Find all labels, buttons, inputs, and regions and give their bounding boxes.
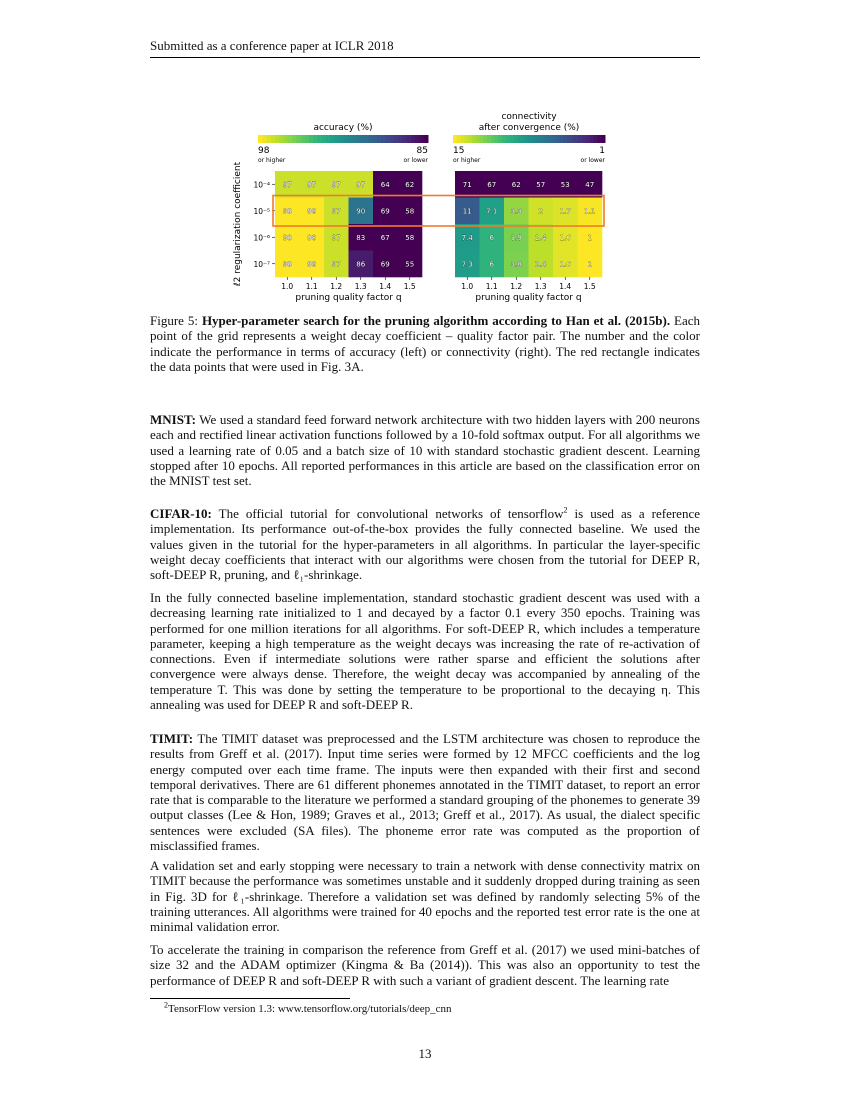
- colorbar-segment: [296, 135, 301, 143]
- cell-value: 97: [282, 180, 292, 189]
- colorbar-segment: [552, 135, 556, 143]
- colorbar-segment: [537, 135, 541, 143]
- colorbar-segment: [369, 135, 374, 143]
- colorbar-segment: [258, 135, 263, 143]
- x-tick-label: 1.0: [461, 282, 474, 291]
- colorbar-min-note: or lower: [403, 157, 428, 164]
- colorbar-segment: [544, 135, 548, 143]
- cell-value: 1: [587, 233, 592, 242]
- cell-value: 6: [489, 233, 494, 242]
- cell-value: 2.4: [535, 260, 547, 269]
- colorbar-segment: [521, 135, 525, 143]
- cell-value: 7.4: [461, 233, 473, 242]
- cell-value: 47: [585, 180, 595, 189]
- paragraph-timit-2: A validation set and early stopping were necessary to train a network with dense connectivity matrix on TIMIT because the performance was sometimes unstable and it suddenly dropped during training as seen in Fig. 3D for ℓ₁-shrinkage. Therefore a validation set was defined by randomly selecting 5% of the training utterances. All algorithms were trained for 40 epochs and the reported test error rate is the one at minimal validation error.: [150, 858, 700, 935]
- colorbar-segment: [377, 135, 382, 143]
- colorbar-segment: [468, 135, 472, 143]
- cell-value: 67: [487, 180, 497, 189]
- colorbar-segment: [514, 135, 518, 143]
- paragraph-timit: [150, 731, 700, 853]
- x-tick-label: 1.4: [559, 282, 572, 291]
- cell-value: 86: [356, 260, 366, 269]
- colorbar-segment: [594, 135, 598, 143]
- colorbar-segment: [491, 135, 495, 143]
- page-number: 13: [418, 1046, 432, 1061]
- colorbar-segment: [559, 135, 563, 143]
- colorbar-max-note: or higher: [258, 157, 286, 164]
- cell-value: 97: [356, 180, 366, 189]
- figure-5: [220, 105, 640, 305]
- colorbar-segment: [330, 135, 335, 143]
- colorbar-segment: [499, 135, 503, 143]
- colorbar-segment: [502, 135, 506, 143]
- colorbar-segment: [292, 135, 297, 143]
- colorbar-segment: [582, 135, 586, 143]
- colorbar-min-label: 1: [599, 146, 605, 156]
- cell-value: 1: [587, 260, 592, 269]
- colorbar-max-label: 98: [258, 146, 270, 156]
- caption-label: Figure 5:: [150, 313, 202, 328]
- colorbar-segment: [271, 135, 276, 143]
- cell-value: 1.6: [559, 233, 571, 242]
- colorbar-segment: [578, 135, 582, 143]
- colorbar-title: accuracy (%): [313, 123, 373, 133]
- colorbar-segment: [556, 135, 560, 143]
- x-axis-label: pruning quality factor q: [475, 293, 582, 303]
- cell-value: 97: [331, 233, 341, 242]
- colorbar-segment: [533, 135, 537, 143]
- colorbar-segment: [487, 135, 491, 143]
- cell-value: 97: [331, 260, 341, 269]
- colorbar-segment: [352, 135, 357, 143]
- colorbar-segment: [476, 135, 480, 143]
- cell-value: 62: [511, 180, 521, 189]
- footnote-divider: [150, 998, 350, 999]
- cell-value: 97: [331, 180, 341, 189]
- cell-value: 62: [405, 180, 415, 189]
- cell-value: 98: [307, 233, 317, 242]
- y-tick-label: 10⁻⁵: [253, 206, 270, 216]
- figure-caption: [150, 313, 700, 374]
- paragraph-mnist: [150, 412, 700, 488]
- cell-value: 2.4: [535, 233, 547, 242]
- colorbar-segment: [360, 135, 365, 143]
- x-tick-label: 1.3: [534, 282, 547, 291]
- timit-text: The TIMIT dataset was preprocessed and the LSTM architecture was chosen to reproduce the results from Greff et al. (2017). Input time series were formed by 12 MFCC coefficients and the log energy computed over each time frame. The inputs were then expanded with their first and second temporal derivatives. There are 61 different phonemes annotated in the TIMIT dataset, to report an error rate that is comparable to the literature we performed a standard grouping of the phonemes to generate 39 output classes (Lee & Hon, 1989; Graves et al., 2013; Greff et al., 2017). As usual, the dialect specific sentences were excluded (SA files). The phoneme error rate was computed as the proportion of misclassified frames.: [150, 731, 700, 854]
- cell-value: 98: [307, 207, 317, 216]
- colorbar-segment: [318, 135, 323, 143]
- colorbar-segment: [347, 135, 352, 143]
- colorbar-segment: [386, 135, 391, 143]
- cell-value: 97: [331, 207, 341, 216]
- colorbar-segment: [563, 135, 567, 143]
- caption-text: Each point of the grid represents a weight decay coefficient – quality factor pair. The number and the color indicate the performance in terms of accuracy (left) or connectivity (right). The red rectangle indicates the data points that were used in Fig. 3A.: [150, 313, 701, 374]
- colorbar-segment: [394, 135, 399, 143]
- cell-value: 98: [307, 260, 317, 269]
- x-tick-label: 1.5: [403, 282, 416, 291]
- cell-value: 69: [380, 207, 390, 216]
- colorbar-segment: [411, 135, 416, 143]
- caption-title: Hyper-parameter search for the pruning algorithm according to Han et al. (2015b).: [201, 313, 671, 328]
- cell-value: 53: [560, 180, 570, 189]
- cell-value: 69: [380, 260, 390, 269]
- x-tick-label: 1.5: [583, 282, 596, 291]
- colorbar-segment: [567, 135, 571, 143]
- colorbar-segment: [398, 135, 403, 143]
- cell-value: 3.9: [510, 233, 522, 242]
- colorbar-title: connectivity: [501, 112, 557, 122]
- colorbar-segment: [339, 135, 344, 143]
- colorbar-segment: [464, 135, 468, 143]
- colorbar-min-note: or lower: [580, 157, 605, 164]
- colorbar-segment: [381, 135, 386, 143]
- footnote: [150, 1000, 714, 1015]
- cell-value: 55: [405, 260, 415, 269]
- cell-value: 67: [380, 233, 390, 242]
- x-tick-label: 1.3: [354, 282, 367, 291]
- colorbar-segment: [420, 135, 425, 143]
- colorbar-segment: [483, 135, 487, 143]
- colorbar-segment: [313, 135, 318, 143]
- cifar-text-a: The official tutorial for convolutional networks of tensorflow: [211, 506, 564, 521]
- colorbar-segment: [506, 135, 510, 143]
- x-tick-label: 1.2: [510, 282, 523, 291]
- cell-value: 3.3: [510, 207, 522, 216]
- colorbar-segment: [597, 135, 601, 143]
- colorbar-segment: [575, 135, 579, 143]
- colorbar-segment: [571, 135, 575, 143]
- cell-value: 97: [307, 180, 317, 189]
- colorbar-segment: [461, 135, 465, 143]
- colorbar-segment: [403, 135, 408, 143]
- colorbar-max-label: 15: [453, 146, 465, 156]
- x-tick-label: 1.2: [330, 282, 343, 291]
- colorbar-segment: [415, 135, 420, 143]
- cell-value: 98: [282, 207, 292, 216]
- colorbar-segment: [262, 135, 267, 143]
- footnote-text: TensorFlow version 1.3: www.tensorflow.org/tutorials/deep_cnn: [168, 1003, 452, 1015]
- cell-value: 1.6: [559, 260, 571, 269]
- colorbar-segment: [525, 135, 529, 143]
- colorbar-segment: [590, 135, 594, 143]
- colorbar-segment: [495, 135, 499, 143]
- cell-value: 6: [489, 260, 494, 269]
- colorbar-segment: [407, 135, 412, 143]
- cell-value: 1.7: [559, 207, 571, 216]
- cell-value: 57: [536, 180, 546, 189]
- y-axis-label: ℓ2 regularization coefficient: [233, 161, 243, 287]
- colorbar-segment: [284, 135, 289, 143]
- colorbar-segment: [267, 135, 272, 143]
- colorbar-max-note: or higher: [453, 157, 481, 164]
- x-tick-label: 1.0: [281, 282, 294, 291]
- cell-value: 3.8: [510, 260, 522, 269]
- y-tick-label: 10⁻⁶: [253, 233, 270, 243]
- x-tick-label: 1.1: [305, 282, 318, 291]
- heading-mnist: MNIST:: [150, 412, 196, 427]
- colorbar-segment: [326, 135, 331, 143]
- footnote-ref: 2: [563, 505, 568, 515]
- heatmap-figure: [220, 105, 640, 305]
- colorbar-segment: [301, 135, 306, 143]
- cell-value: 1.1: [584, 207, 596, 216]
- y-tick-label: 10⁻⁴: [253, 180, 270, 190]
- colorbar-title: after convergence (%): [478, 123, 580, 133]
- colorbar-segment: [529, 135, 533, 143]
- x-axis-label: pruning quality factor q: [295, 293, 402, 303]
- cell-value: 7.1: [486, 207, 498, 216]
- cell-value: 58: [405, 233, 415, 242]
- running-header: Submitted as a conference paper at ICLR 2018: [150, 38, 700, 58]
- colorbar-segment: [548, 135, 552, 143]
- paragraph-cifar-2: In the fully connected baseline implementation, standard stochastic gradient descent was used with a decreasing learning rate initialized to 1 and decayed by a factor 0.1 every 350 epochs. Training was performed for one million iterations for all algorithms. For soft-DEEP R, which includes a temperature parameter, keeping a high temperature as the weight decays was increasing the rate of re-activation of connections. Even if intermediate solutions were rather sparse and efficient the solutions after convergence were always dense. Therefore, the weight decay was accompanied by annealing of the temperature T. This was done by setting the temperature to be proportional to the decaying η. This annealing was used for DEEP R and soft-DEEP R.: [150, 590, 700, 713]
- mnist-text: We used a standard feed forward network architecture with two hidden layers with 200 neurons each and rectified linear activation functions followed by a 10-fold softmax output. For all algorithms we used a learning rate of 0.05 and a batch size of 10 with standard stochastic gradient descent. Learning stopped after 10 epochs. All reported performances in this article are based on the classification error on the MNIST test set.: [150, 412, 700, 489]
- colorbar-segment: [343, 135, 348, 143]
- colorbar-segment: [364, 135, 369, 143]
- colorbar-min-label: 85: [416, 146, 428, 156]
- cell-value: 64: [380, 180, 390, 189]
- colorbar-segment: [390, 135, 395, 143]
- colorbar-segment: [288, 135, 293, 143]
- heading-cifar: CIFAR-10:: [150, 506, 212, 521]
- colorbar-segment: [586, 135, 590, 143]
- colorbar-segment: [540, 135, 544, 143]
- cell-value: 2: [538, 207, 543, 216]
- colorbar-segment: [472, 135, 476, 143]
- cell-value: 83: [356, 233, 366, 242]
- colorbar-segment: [305, 135, 310, 143]
- x-tick-label: 1.1: [485, 282, 498, 291]
- colorbar-segment: [424, 135, 429, 143]
- x-tick-label: 1.4: [379, 282, 392, 291]
- cifar-text-b: is used as a reference implementation. Its performance out-of-the-box provides the fully connected baseline. We used the values given in the tutorial for the hyper-parameters in all algorithms. In particular the layer-specific weight decay coefficients that interact with our algorithms were chosen from the tutorial for DEEP R, soft-DEEP R, pruning, and ℓ₁-shrinkage.: [150, 506, 700, 583]
- y-tick-label: 10⁻⁷: [253, 259, 270, 269]
- colorbar-segment: [518, 135, 522, 143]
- colorbar-segment: [356, 135, 361, 143]
- colorbar-segment: [373, 135, 378, 143]
- colorbar-segment: [510, 135, 514, 143]
- colorbar-segment: [275, 135, 280, 143]
- cell-value: 98: [282, 233, 292, 242]
- colorbar-segment: [480, 135, 484, 143]
- cell-value: 98: [282, 260, 292, 269]
- footnote-mark: 2: [164, 1000, 168, 1010]
- cell-value: 71: [462, 180, 472, 189]
- paragraph-cifar: [150, 506, 700, 582]
- cell-value: 11: [462, 207, 472, 216]
- heading-timit: TIMIT:: [150, 731, 194, 746]
- colorbar-segment: [279, 135, 284, 143]
- colorbar-segment: [457, 135, 461, 143]
- colorbar-segment: [453, 135, 457, 143]
- cell-value: 90: [356, 207, 366, 216]
- paragraph-timit-3: To accelerate the training in comparison the reference from Greff et al. (2017) we used mini-batches of size 32 and the ADAM optimizer (Kingma & Ba (2014)). This was also an opportunity to test the performance of DEEP R and soft-DEEP R with such a variant of gradient descent. The learning rate: [150, 942, 700, 988]
- colorbar-segment: [335, 135, 340, 143]
- colorbar-segment: [601, 135, 605, 143]
- colorbar-segment: [309, 135, 314, 143]
- cell-value: 7.3: [461, 260, 473, 269]
- colorbar-segment: [322, 135, 327, 143]
- cell-value: 58: [405, 207, 415, 216]
